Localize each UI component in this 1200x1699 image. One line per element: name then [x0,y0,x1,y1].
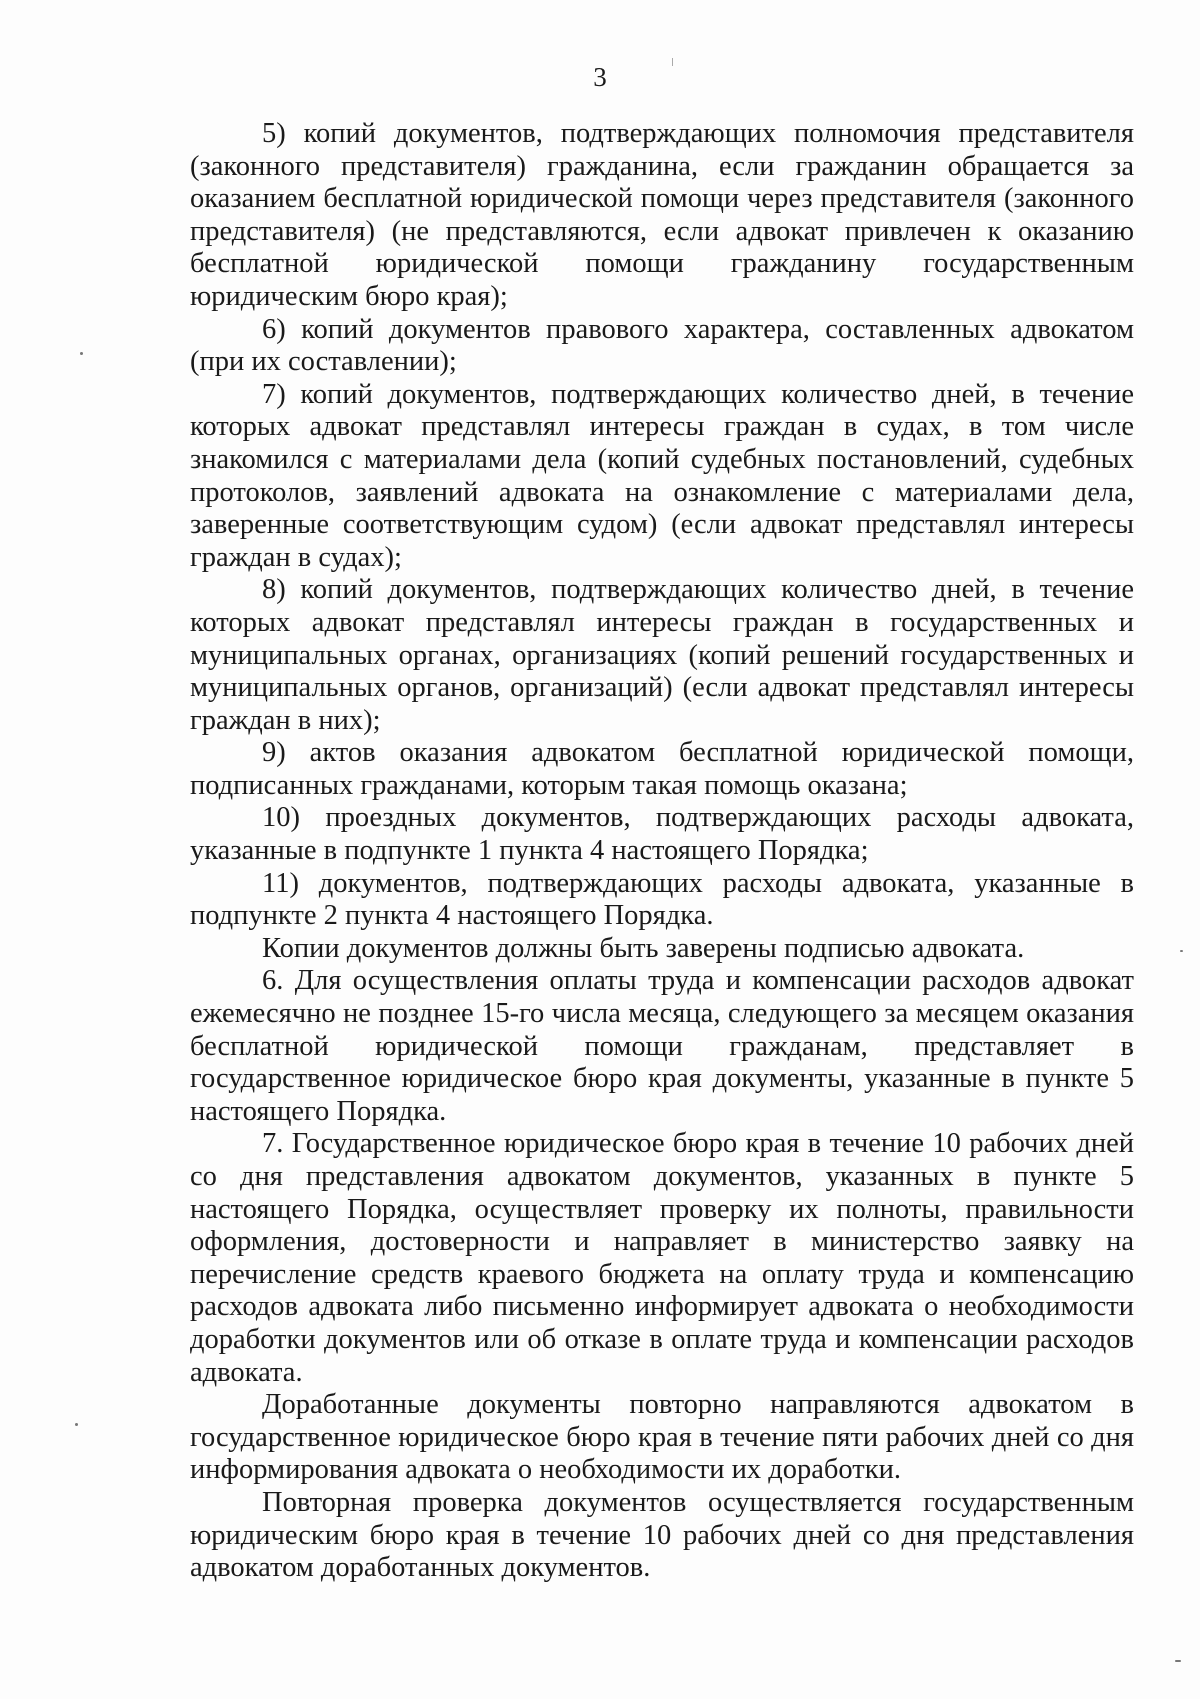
paragraph-item-6: 6) копий документов правового характера, составленных адвокатом (при их составлении); [190,313,1134,378]
paragraph-item-8: 8) копий документов, подтверждающих количество дней, в течение которых адвокат представлял интересы граждан в государственных и муниципальных органах, организациях (копий решений государственных и муниципальных органов, организаций) (если адвокат представлял интересы граждан в них); [190,574,1134,736]
paragraph-repeat-check: Повторная проверка документов осуществляется государственным юридическим бюро края в течение 10 рабочих дней со дня представления адвокатом доработанных документов. [190,1486,1134,1584]
paragraph-certification: Копии документов должны быть заверены подписью адвоката. [262,932,1025,964]
paragraph-clause-7: 7. Государственное юридическое бюро края в течение 10 рабочих дней со дня представления адвокатом документов, указанных в пункте 5 настоящего Порядка, осуществляет проверку их полноты, правильности оформления, достоверности и направляет в министерство заявку на перечисление средств краевого бюджета на оплату труда и компенсацию расходов адвоката либо письменно информирует адвоката о необходимости доработки документов или об отказе в оплате труда и компенсации расходов адвоката. [190,1128,1134,1388]
paragraph-item-9: 9) актов оказания адвокатом бесплатной юридической помощи, подписанных гражданами, которым такая помощь оказана; [190,737,1134,801]
paragraph-item-7: 7) копий документов, подтверждающих количество дней, в течение которых адвокат представлял интересы граждан в судах, в том числе знакомился с материалами дела (копий судебных постановлений, судебных протоколов, заявлений адвоката на ознакомление с материалами дела, заверенные соответствующим судом) (если адвокат представлял интересы граждан в судах); [190,378,1134,573]
scan-speck [75,1423,78,1426]
paragraph-clause-6: 6. Для осуществления оплаты труда и компенсации расходов адвокат ежемесячно не позднее 15-го числа месяца, следующего за месяцем оказания бесплатной юридической помощи гражданам, представляет в государственное юридическое бюро края документы, указанные в пункте 5 настоящего Порядка. [190,965,1134,1127]
paragraph-item-11: 11) документов, подтверждающих расходы адвоката, указанные в подпункте 2 пункта 4 настоящего Порядка. [190,867,1134,932]
paragraph-item-10: 10) проездных документов, подтверждающих расходы адвоката, указанные в подпункте 1 пункта 4 настоящего Порядка; [190,802,1134,867]
document-body [190,118,1134,1585]
page-number: 3 [593,62,607,92]
scan-speck [672,58,673,66]
scan-speck [1180,950,1183,952]
scan-speck [1175,1660,1181,1662]
paragraph-resubmission: Доработанные документы повторно направляются адвокатом в государственное юридическое бюро края в течение пяти рабочих дней со дня информирования адвоката о необходимости их доработки. [190,1389,1134,1486]
scan-speck [80,352,83,355]
paragraph-item-5: 5) копий документов, подтверждающих полномочия представителя (законного представителя) гражданина, если гражданин обращается за оказанием бесплатной юридической помощи через представителя (законного представителя) (не представляются, если адвокат привлечен к оказанию бесплатной юридической помощи гражданину государственным юридическим бюро края); [190,118,1134,312]
